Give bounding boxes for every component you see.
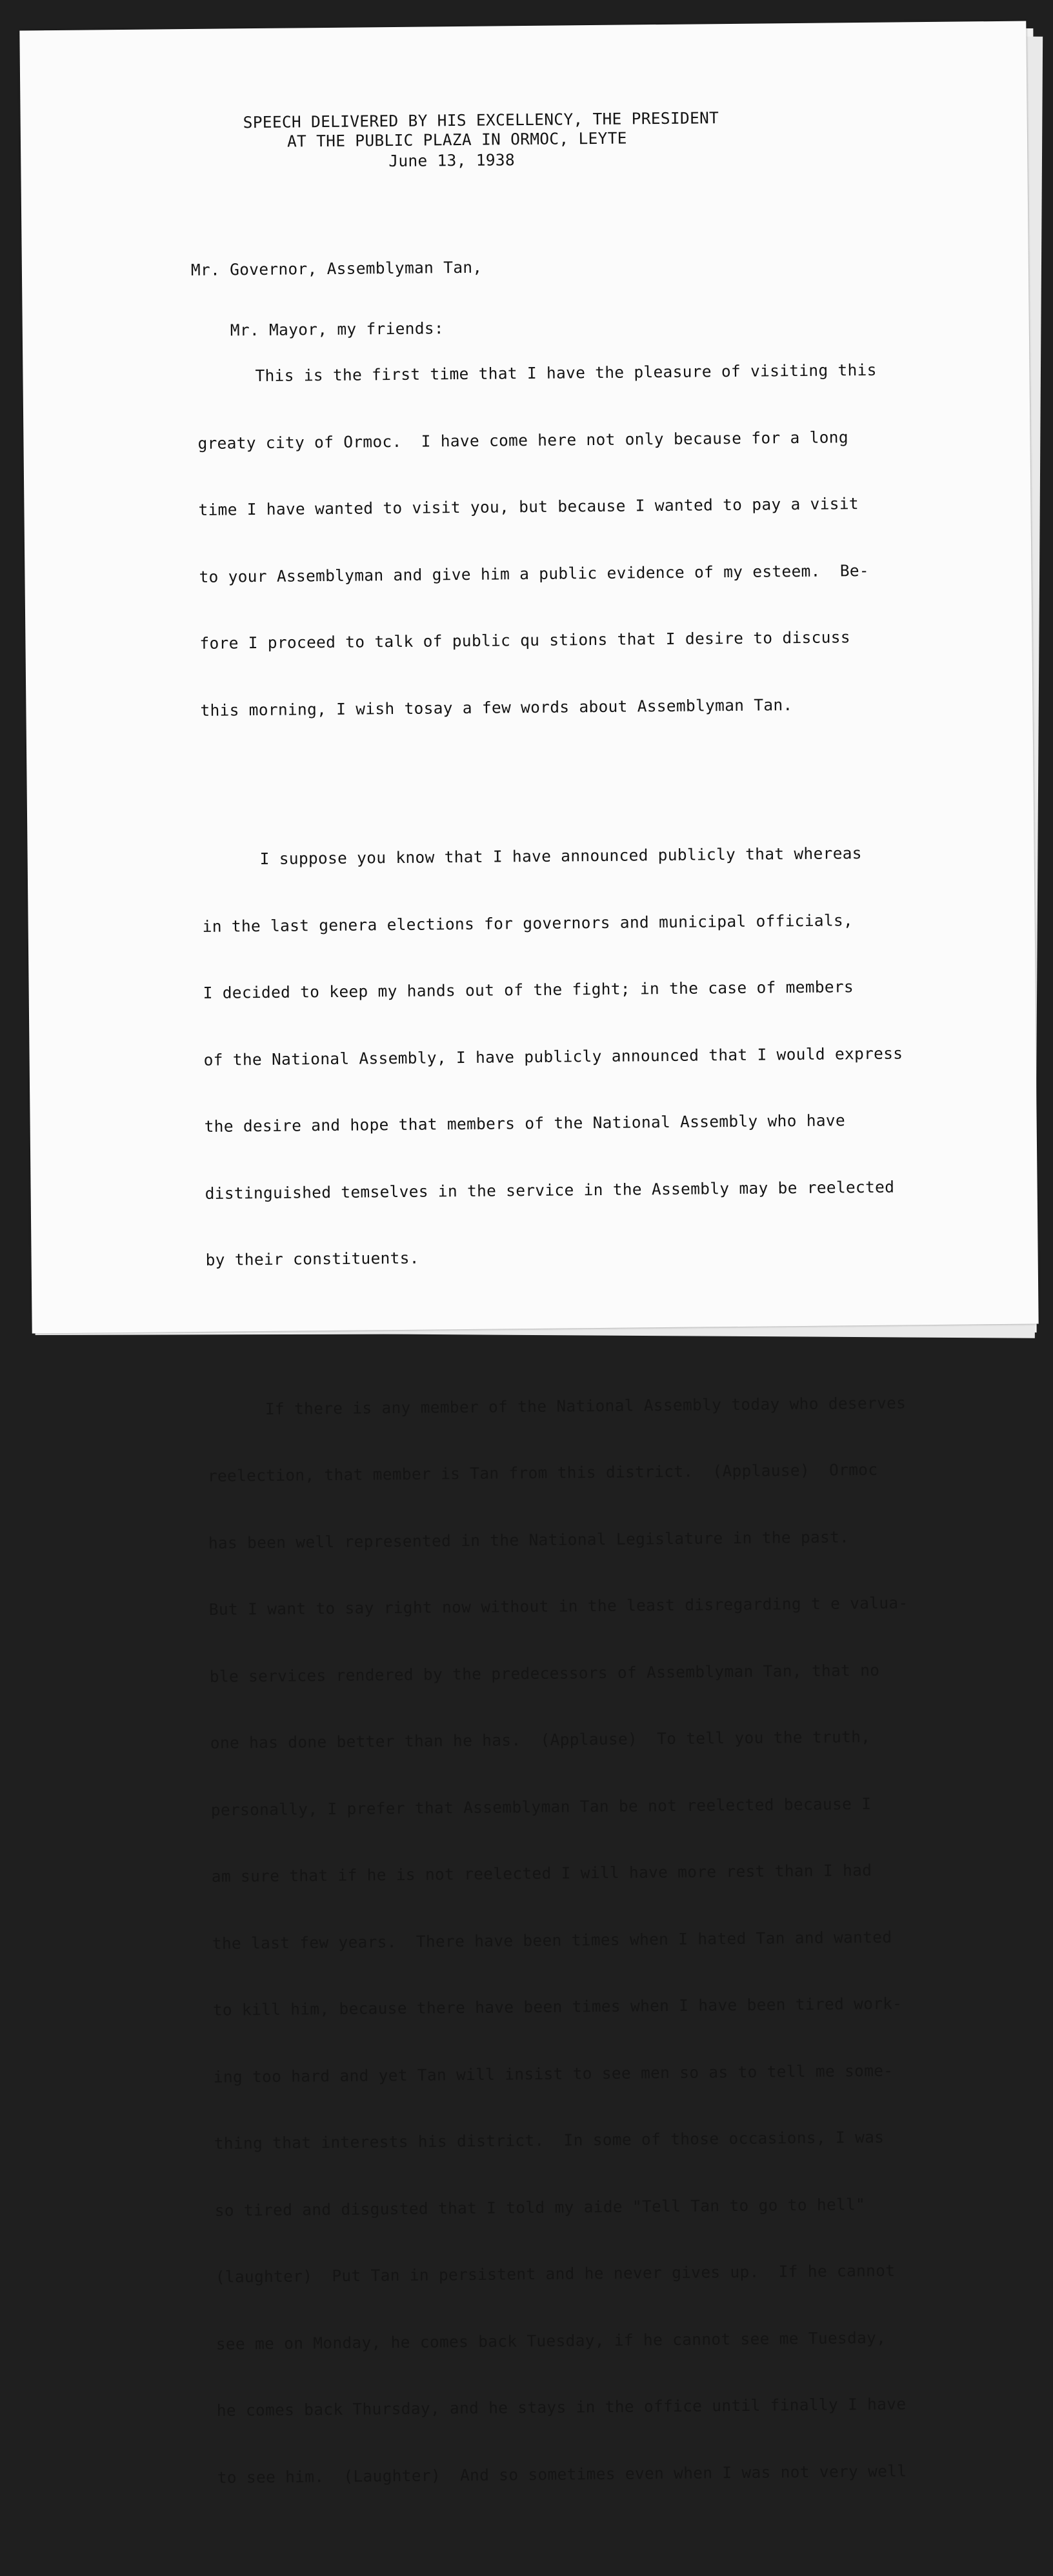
text-line: of the National Assembly, I have publicly announced that I would express (203, 1043, 903, 1069)
text-line: has been well represented in the National Legislature in the past. (208, 1527, 850, 1552)
text-line: in the last genera elections for governors and municipal officials, (202, 910, 854, 936)
text-line: I decided to keep my hands out of the fight; in the case of members (203, 977, 854, 1002)
text-line: (laughter) Put Tan in persistent and he never gives up. If he cannot (215, 2261, 896, 2286)
paragraph (201, 800, 967, 1313)
text-line: to your Assemblyman and give him a public evidence of my esteem. Be- (199, 560, 870, 586)
text-line: distinguished temselves in the service in the Assembly may be reelected (205, 1177, 895, 1203)
text-line: ing too hard and yet Tan will insist to see men so as to tell me some- (213, 2061, 894, 2086)
text-line: the desire and hope that members of the National Assembly who have (204, 1111, 846, 1136)
text-line: am sure that if he is not reelected I will have more rest than I had (211, 1860, 872, 1886)
text-line: time I have wanted to visit you, but because I wanted to pay a visit (198, 494, 859, 519)
text-line: But I want to say right now without in the least disregarding t e valua- (208, 1593, 908, 1619)
text-line: see me on Monday, he comes back Tuesday, if he cannot see me Tuesday, (216, 2328, 887, 2353)
text-line: by their constituents. (205, 1248, 419, 1269)
text-line: personally, I prefer that Assemblyman Tan be not reelected because I (210, 1794, 872, 1819)
text-line: fore I proceed to talk of public qu stions that I desire to discuss (199, 628, 850, 653)
text-line: this morning, I wish tosay a few words about Assemblyman Tan. (200, 695, 793, 720)
text-line: to see him. (Laughter) And so sometimes even when I was not very well (217, 2461, 907, 2487)
text-line: This is the first time that I have the pleasure of visiting this (255, 360, 877, 386)
paragraph (197, 317, 962, 762)
text-line: one has done better than he has. (Applause) To tell you the truth, (210, 1727, 871, 1752)
speech-body (196, 280, 979, 2575)
typed-page (19, 21, 1038, 2487)
heading-date: June 13, 1938 (388, 150, 516, 171)
text-line: to kill him, because there have been times when I have been tired work- (212, 1994, 903, 2019)
text-line: so tired and disgusted that I told my aide "Tell Tan to go to hell" (214, 2194, 866, 2220)
text-line: he comes back Thursday, and he stays in the office until finally I have (216, 2394, 907, 2420)
heading-location: AT THE PUBLIC PLAZA IN ORMOC, LEYTE (286, 128, 627, 151)
text-line: the last few years. There have been times when I hated Tan and wanted (212, 1927, 892, 1953)
text-line: thing that interests his district. In some of those occasions, I was (214, 2127, 885, 2153)
speech-heading (21, 105, 1027, 171)
text-line: greaty city of Ormoc. I have come here not only because for a long (197, 427, 848, 453)
salutation-line: Mr. Governor, Assemblyman Tan, (190, 257, 483, 280)
paragraph (206, 1350, 979, 2530)
text-line: reelection, that member is Tan from this district. (Applause) Ormoc (207, 1460, 878, 1485)
text-line: I suppose you know that I have announced publicly that whereas (259, 844, 862, 869)
text-line: If there is any member of the National Assembly today who deserves (265, 1392, 907, 1418)
salutation-line: Mr. Mayor, my friends: (230, 319, 445, 340)
text-line: ble services rendered by the predecessors of Assemblyman Tan, that no (209, 1660, 880, 1686)
heading-title: SPEECH DELIVERED BY HIS EXCELLENCY, THE PRESIDENT (243, 108, 719, 132)
